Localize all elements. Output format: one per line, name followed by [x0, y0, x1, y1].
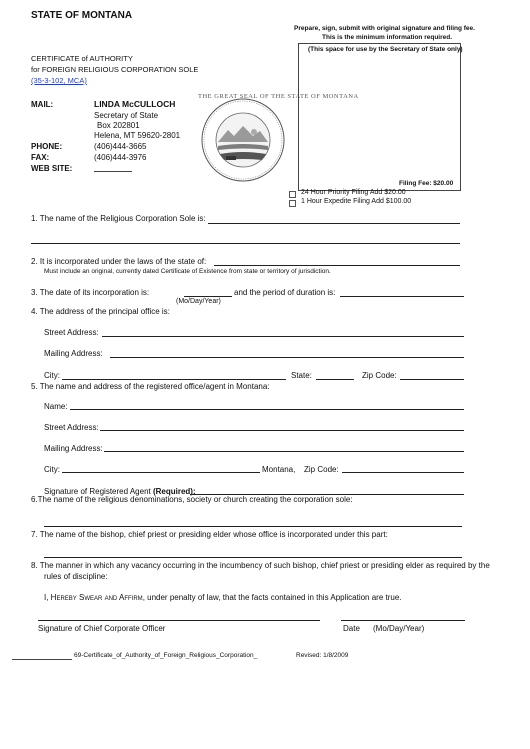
oath-prefix: I, — [44, 593, 51, 602]
officer-signature-label: Signature of Chief Corporate Officer — [38, 624, 166, 633]
corporation-name-field[interactable] — [208, 223, 460, 224]
agent-name-field[interactable] — [70, 409, 464, 410]
state-title: STATE OF MONTANA — [31, 10, 133, 21]
bishop-name-field[interactable] — [44, 557, 462, 558]
priority-filing-label: 24 Hour Priority Filing Add $20.00 — [301, 189, 406, 196]
agent-zip-field[interactable] — [342, 472, 464, 473]
agent-montana-label: Montana, — [262, 465, 296, 474]
incorporation-date-field[interactable] — [184, 296, 232, 297]
principal-mailing-label: Mailing Address: — [44, 349, 103, 358]
principal-state-field[interactable] — [316, 379, 354, 380]
address-line-3: Helena, MT 59620-2801 — [94, 131, 181, 140]
item-8-label: 8. The manner in which any vacancy occurring in the incumbency of such bishop, chief priest or presiding elder as required by the — [31, 561, 490, 570]
agent-signature-text: Signature of Registered Agent — [44, 487, 153, 496]
principal-street-field[interactable] — [102, 336, 464, 337]
form-title-line-2: for FOREIGN RELIGIOUS CORPORATION SOLE — [31, 65, 199, 74]
priority-filing-checkbox[interactable] — [289, 191, 296, 198]
address-line-2: Box 202801 — [97, 121, 140, 130]
secretary-name: LINDA McCULLOCH — [94, 99, 176, 109]
item-2-label: 2. It is incorporated under the laws of the state of: — [31, 257, 207, 266]
filing-fee: Filing Fee: $20.00 — [399, 180, 454, 187]
item-3-label: 3. The date of its incorporation is: — [31, 288, 150, 297]
agent-mailing-field[interactable] — [104, 451, 464, 452]
agent-zip-label: Zip Code: — [304, 465, 339, 474]
phone-label: PHONE: — [31, 142, 63, 151]
item-8-label-continued: rules of discipline: — [44, 572, 108, 581]
state-of-incorporation-field[interactable] — [214, 265, 460, 266]
website-label: WEB SITE: — [31, 164, 73, 173]
agent-mailing-label: Mailing Address: — [44, 444, 103, 453]
item-5-label: 5. The name and address of the registered office/agent in Montana: — [31, 382, 270, 391]
item-6-label: 6.The name of the religious denominations, society or church creating the corporation sole: — [31, 495, 353, 504]
website-link[interactable] — [94, 171, 132, 172]
corporation-name-field-line-2[interactable] — [31, 243, 460, 244]
footer-form-id: 69-Certificate_of_Authority_of_Foreign_Religious_Corporation_ — [74, 652, 258, 659]
agent-name-label: Name: — [44, 402, 68, 411]
oath-text: , under penalty of law, that the facts contained in this Application are true. — [142, 593, 402, 602]
principal-street-label: Street Address: — [44, 328, 99, 337]
address-line-1: Secretary of State — [94, 111, 159, 120]
state-seal-icon — [198, 93, 359, 182]
phone-number: (406)444-3665 — [94, 142, 147, 151]
fax-number: (406)444-3976 — [94, 153, 147, 162]
signature-date-field[interactable] — [341, 620, 465, 621]
footer-rule — [12, 659, 72, 660]
duration-field[interactable] — [340, 296, 464, 297]
officer-signature-field[interactable] — [38, 620, 320, 621]
principal-state-label: State: — [291, 371, 312, 380]
expedite-filing-label: 1 Hour Expedite Filing Add $100.00 — [301, 198, 412, 205]
principal-zip-field[interactable] — [400, 379, 464, 380]
principal-mailing-field[interactable] — [110, 357, 464, 358]
agent-street-label: Street Address: — [44, 423, 99, 432]
item-4-label: 4. The address of the principal office is: — [31, 307, 170, 316]
statute-link[interactable]: (35-3-102, MCA) — [31, 76, 87, 85]
signature-date-hint: (Mo/Day/Year) — [373, 624, 425, 633]
footer-revised: Revised: 1/8/2009 — [296, 652, 349, 659]
office-use-box — [298, 43, 461, 191]
mail-label: MAIL: — [31, 100, 54, 109]
principal-city-label: City: — [44, 371, 60, 380]
principal-zip-label: Zip Code: — [362, 371, 397, 380]
item-2-note: Must include an original, currently dated Certificate of Existence from state or territory of jurisdiction. — [44, 268, 331, 275]
oath-statement — [44, 593, 402, 602]
denomination-field[interactable] — [44, 526, 462, 527]
form-title-line-1: CERTIFICATE of AUTHORITY — [31, 54, 133, 63]
agent-street-field[interactable] — [100, 430, 464, 431]
agent-signature-required: (Required): — [152, 487, 196, 496]
agent-city-label: City: — [44, 465, 60, 474]
instructions-line-2: This is the minimum information required. — [322, 34, 453, 41]
duration-label: and the period of duration is: — [234, 288, 336, 297]
item-1-label: 1. The name of the Religious Corporation Sole is: — [31, 214, 206, 223]
office-use-label: (This space for use by the Secretary of State only) — [308, 46, 463, 53]
signature-date-label: Date — [343, 624, 360, 633]
principal-city-field[interactable] — [62, 379, 286, 380]
instructions-line-1: Prepare, sign, submit with original signature and filing fee. — [294, 25, 475, 32]
date-format-hint: (Mo/Day/Year) — [176, 298, 221, 305]
expedite-filing-checkbox[interactable] — [289, 200, 296, 207]
item-7-label: 7. The name of the bishop, chief priest or presiding elder whose office is incorporated under this part: — [31, 530, 388, 539]
fax-label: FAX: — [31, 153, 50, 162]
agent-city-field[interactable] — [62, 472, 260, 473]
seal-text: THE GREAT SEAL OF THE STATE OF MONTANA — [198, 93, 359, 100]
oath-swear-affirm: Hereby Swear and Affirm — [50, 593, 143, 602]
